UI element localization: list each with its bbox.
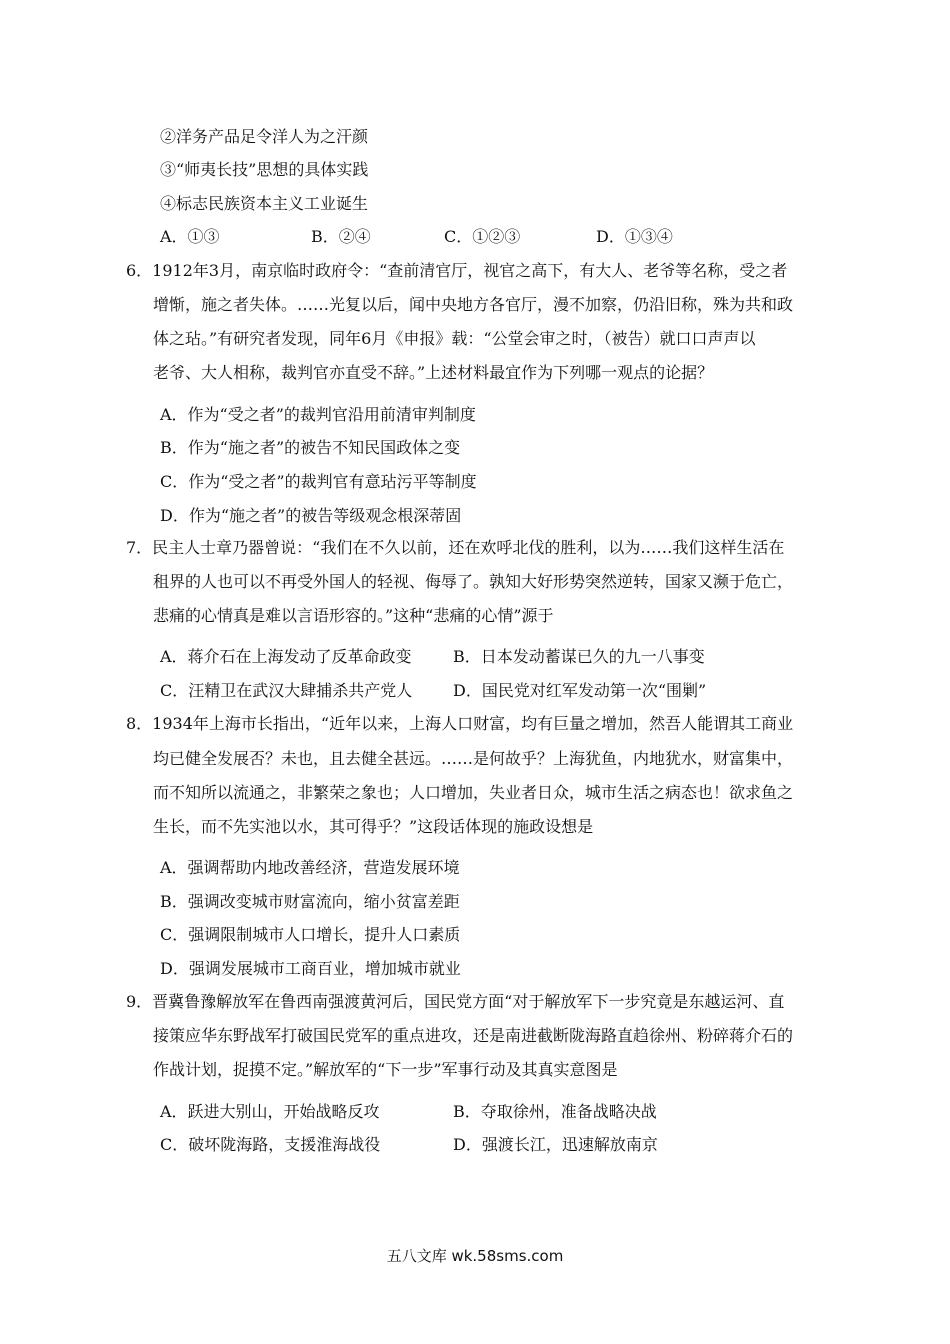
q9-line-1: 9．晋冀鲁豫解放军在鲁西南强渡黄河后，国民党方面“对于解放军下一步究竟是东越运河、直	[126, 992, 785, 1011]
q5-option-a: A．①③	[160, 227, 220, 246]
q6-line-1: 6．1912年3月，南京临时政府令：“查前清官厅，视官之高下，有大人、老爷等名称，受之者	[126, 261, 788, 280]
q5-option-b: B．②④	[311, 227, 371, 246]
q8-line-3: 而不知所以流通之，非繁荣之象也；人口增加，失业者日众，城市生活之病态也！欲求鱼之	[153, 783, 794, 802]
q6-line-2: 增惭，施之者失体。……光复以后，闻中央地方各官厅，漫不加察，仍沿旧称，殊为共和政	[153, 295, 794, 314]
q8-line-4: 生长，而不先实池以水，其可得乎？”这段话体现的施政设想是	[153, 817, 594, 836]
q5-item-3: ③“师夷长技”思想的具体实践	[160, 160, 369, 179]
footer-source: 五八文库 wk.58sms.com	[386, 1247, 564, 1265]
q7-option-c: C．汪精卫在武汉大肆捕杀共产党人	[160, 681, 413, 700]
q6-line-3: 体之玷。”有研究者发现，同年6月《申报》载：“公堂会审之时，（被告）就口口声声以	[153, 329, 756, 348]
q6-line-4: 老爷、大人相称，裁判官亦直受不辞。”上述材料最宜作为下列哪一观点的论据？	[153, 363, 714, 382]
q8-option-a: A．强调帮助内地改善经济，营造发展环境	[160, 858, 460, 877]
q9-option-c: C．破坏陇海路，支援淮海战役	[160, 1135, 381, 1154]
q9-option-b: B．夺取徐州，准备战略决战	[453, 1102, 657, 1121]
q6-option-d: D．作为“施之者”的被告等级观念根深蒂固	[160, 506, 462, 525]
q6-option-a: A．作为“受之者”的裁判官沿用前清审判制度	[160, 405, 476, 424]
q5-item-4: ④标志民族资本主义工业诞生	[160, 194, 369, 213]
q7-option-a: A．蒋介石在上海发动了反革命政变	[160, 647, 412, 666]
q8-option-b: B．强调改变城市财富流向，缩小贫富差距	[160, 892, 460, 911]
q7-option-b: B．日本发动蓄谋已久的九一八事变	[453, 647, 705, 666]
q5-option-d: D．①③④	[596, 227, 673, 246]
q7-option-d: D．国民党对红军发动第一次“围剿”	[453, 681, 707, 700]
q5-option-c: C．①②③	[444, 227, 521, 246]
q6-option-c: C．作为“受之者”的裁判官有意玷污平等制度	[160, 472, 477, 491]
q8-option-d: D．强调发展城市工商百业，增加城市就业	[160, 959, 461, 978]
q8-line-2: 均已健全发展否？未也，且去健全甚远。……是何故乎？上海犹鱼，内地犹水，财富集中，	[153, 749, 794, 768]
q9-option-a: A．跃进大别山，开始战略反攻	[160, 1102, 380, 1121]
q7-line-2: 租界的人也可以不再受外国人的轻视、侮辱了。孰知大好形势突然逆转，国家又濒于危亡，	[153, 572, 794, 591]
q8-line-1: 8．1934年上海市长指出，“近年以来，上海人口财富，均有巨量之增加，然吾人能谓其工商业	[126, 714, 794, 733]
q7-line-3: 悲痛的心情真是难以言语形容的。”这种“悲痛的心情”源于	[153, 606, 554, 625]
q9-line-2: 接策应华东野战军打破国民党军的重点进攻，还是南进截断陇海路直趋徐州、粉碎蒋介石的	[153, 1026, 794, 1045]
q6-option-b: B．作为“施之者”的被告不知民国政体之变	[160, 438, 461, 457]
q7-line-1: 7．民主人士章乃器曾说：“我们在不久以前，还在欢呼北伐的胜利，以为……我们这样生活在	[126, 538, 785, 557]
q5-item-2: ②洋务产品足令洋人为之汗颜	[160, 127, 369, 146]
q8-option-c: C．强调限制城市人口增长，提升人口素质	[160, 925, 461, 944]
q9-line-3: 作战计划，捉摸不定。”解放军的“下一步”军事行动及其真实意图是	[153, 1060, 618, 1079]
q9-option-d: D．强渡长江，迅速解放南京	[453, 1135, 658, 1154]
